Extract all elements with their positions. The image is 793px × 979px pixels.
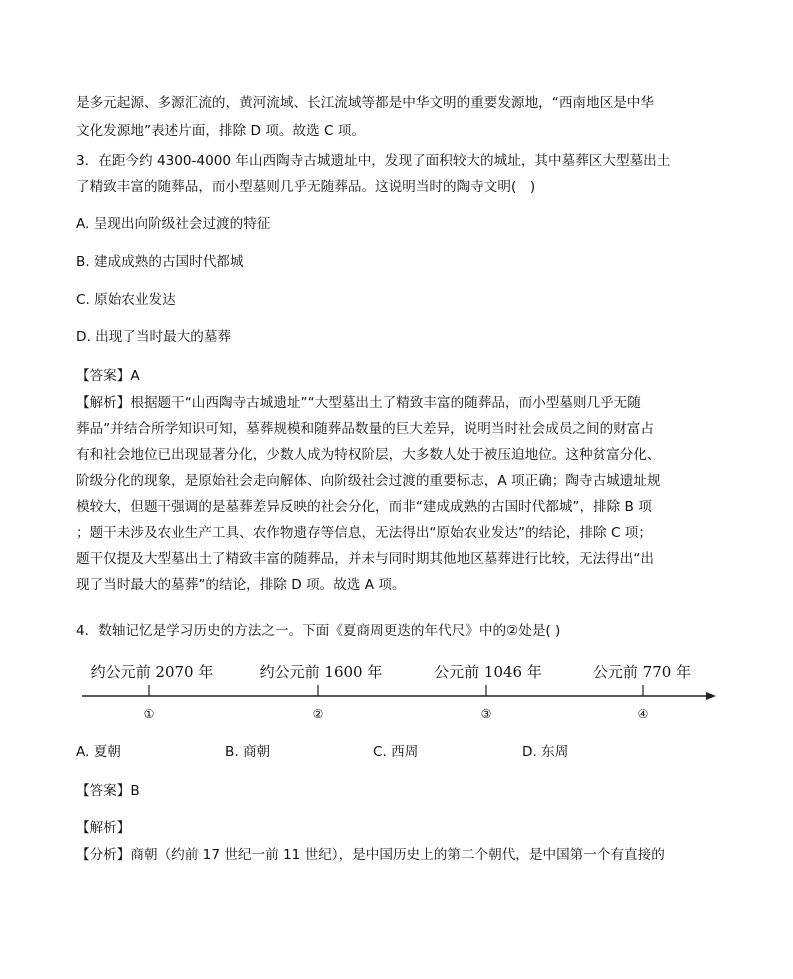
q4-option-d: D. 东周 [522,744,569,760]
timeline-marker: ② [312,707,324,721]
question-3-stem: 3．在距今约 4300-4000 年山西陶寺古城遗址中，发现了面积较大的城址，其中墓葬区大型墓出土 [76,153,671,169]
analysis-heading: 【解析】 [76,820,131,836]
timeline-label: 约公元前 1600 年 [259,663,383,681]
text-line: 文化发源地”表述片面，排除 D 项。故选 C 项。 [76,123,365,139]
analysis-line: 现了当时最大的墓葬”的结论，排除 D 项。故选 A 项。 [76,577,406,593]
analysis-line: 【解析】根据题干“山西陶寺古城遗址”“大型墓出土了精致丰富的随葬品，而小型墓则几乎无随 [76,395,641,411]
q4-option-c: C. 西周 [373,744,419,760]
timeline-marker: ① [143,707,155,721]
timeline-label: 约公元前 2070 年 [90,663,214,681]
timeline-label: 公元前 1046 年 [434,663,542,681]
answer-label: 【答案】B [76,783,140,799]
analysis-line: 有和社会地位已出现显著分化，少数人成为特权阶层，大多数人处于被压迫地位。这种贫富分化、 [76,447,661,463]
text-line: 是多元起源、多源汇流的，黄河流域、长江流域等都是中华文明的重要发源地，“西南地区是中华 [76,95,654,111]
analysis-line: 题干仅提及大型墓出土了精致丰富的随葬品，并未与同时期其他地区墓葬进行比较，无法得出“出 [76,551,654,567]
option-d: D. 出现了当时最大的墓葬 [76,329,232,345]
q4-option-b: B. 商朝 [225,744,271,760]
answer-label: 【答案】A [76,368,140,384]
timeline-figure [76,652,726,732]
question-3-stem: 了精致丰富的随葬品，而小型墓则几乎无随葬品。这说明当时的陶寺文明( ) [76,179,536,195]
arrow-icon [706,692,716,700]
option-b: B. 建成成熟的古国时代都城 [76,254,244,270]
q4-option-a: A. 夏朝 [76,744,121,760]
timeline-label: 公元前 770 年 [592,663,692,681]
timeline-marker: ③ [480,707,492,721]
analysis-line: 【分析】商朝（约前 17 世纪一前 11 世纪），是中国历史上的第二个朝代，是中国第一个有直接的 [76,847,665,863]
question-4-stem: 4．数轴记忆是学习历史的方法之一。下面《夏商周更迭的年代尺》中的②处是( ) [76,623,561,639]
option-c: C. 原始农业发达 [76,292,176,308]
analysis-line: 阶级分化的现象，是原始社会走向解体、向阶级社会过渡的重要标志，A 项正确；陶寺古城遗址规 [76,473,661,489]
timeline-marker: ④ [637,707,649,721]
analysis-line: 模较大，但题干强调的是墓葬差异反映的社会分化，而非“建成成熟的古国时代都城”，排除 B 项 [76,499,652,515]
analysis-line: ；题干未涉及农业生产工具、农作物遗存等信息，无法得出“原始农业发达”的结论，排除 C 项； [76,525,652,541]
analysis-line: 葬品”并结合所学知识可知，墓葬规模和随葬品数量的巨大差异，说明当时社会成员之间的财富占 [76,421,654,437]
option-a: A. 呈现出向阶级社会过渡的特征 [76,216,271,232]
